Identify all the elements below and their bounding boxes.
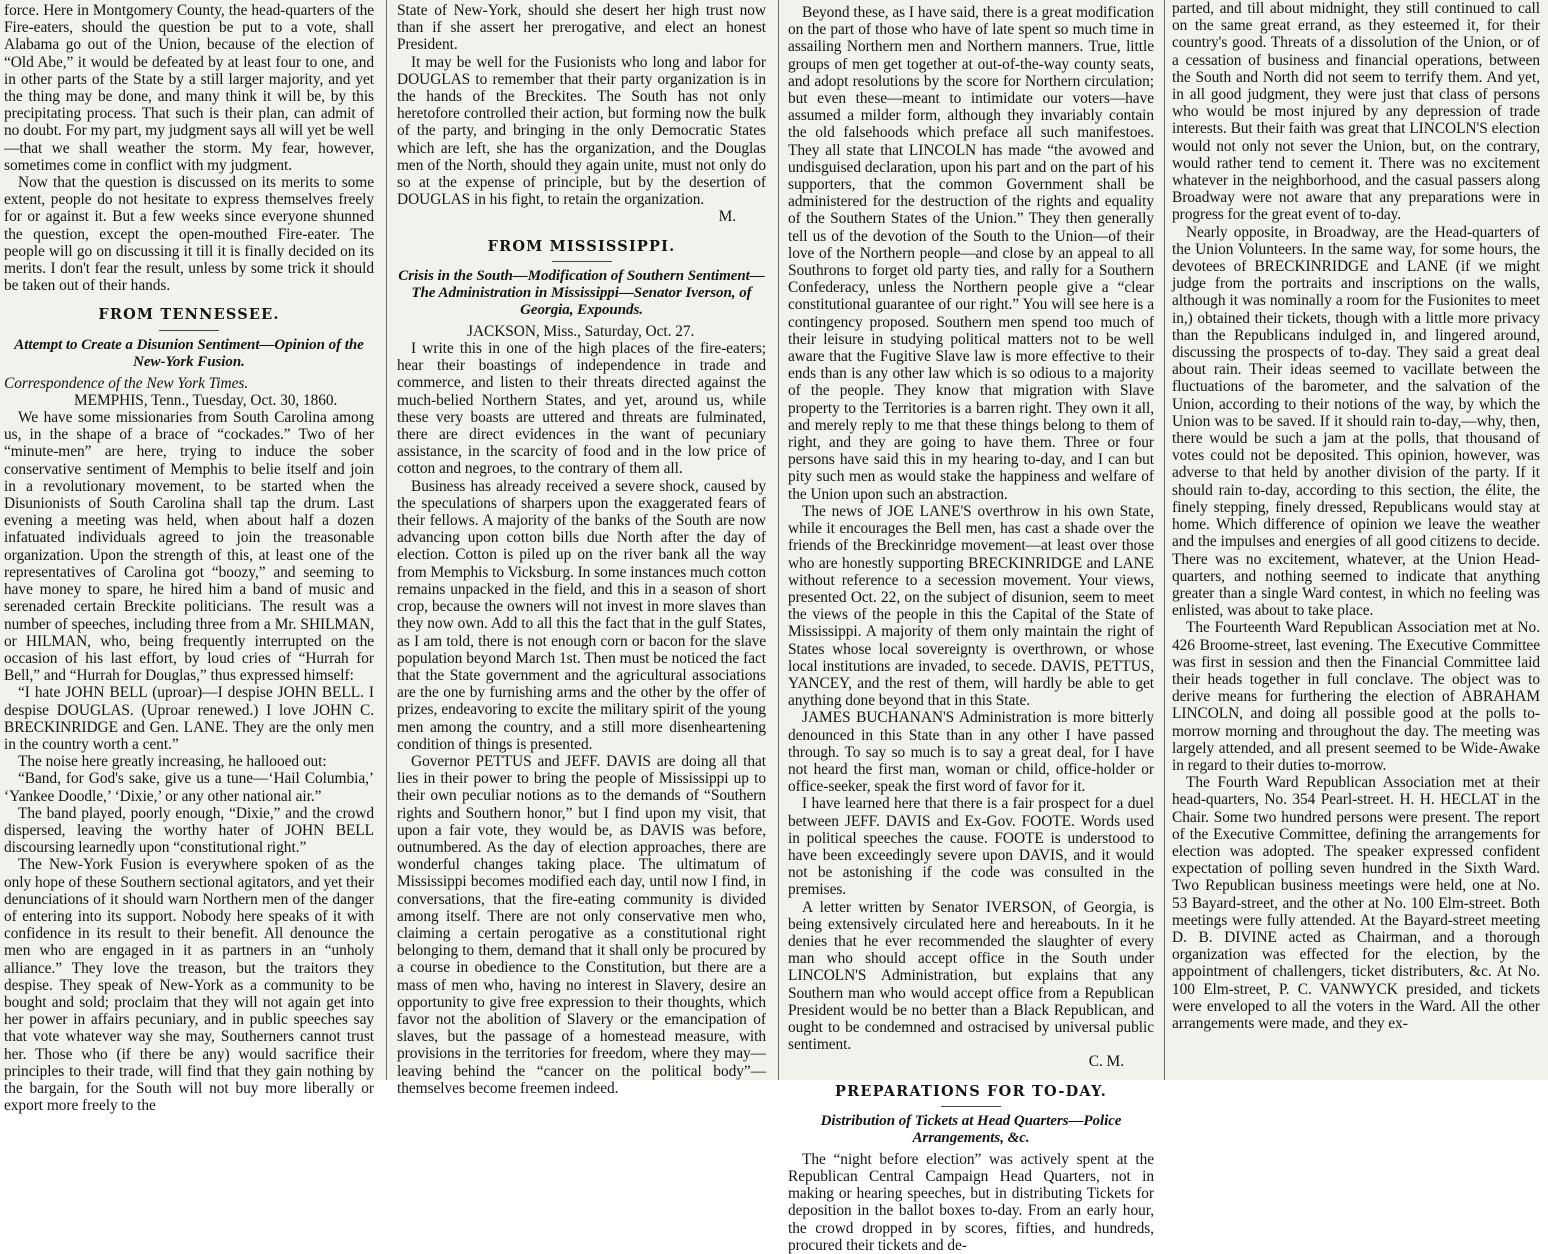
quoted-paragraph: “I hate JOHN BELL (uproar)—I despise JOHN BELL. I despise DOUGLAS. (Uproar renewed.) I love JOHN C. BRECKINRIDGE and Gen. LANE. They are the only men in the country worth a cent.”: [4, 684, 374, 753]
column-rule: [778, 0, 779, 1080]
column-1: [0, 0, 382, 1115]
section-heading: FROM TENNESSEE.: [4, 306, 374, 330]
article-paragraph: The “night before election” was actively spent at the Republican Central Campaign Head Quarters, not in making or hearing speeches, but in distributing Tickets for deposition in the ballot boxes to-day. From an early hour, the crowd dropped in by scores, fifties, and hundreds, procured their tickets and de-: [788, 1150, 1154, 1254]
column-rule: [1164, 0, 1165, 1080]
article-paragraph: The Fourteenth Ward Republican Association met at No. 426 Broome-street, last evening. The Executive Committee was first in session and then the Financial Committee laid their heads together in full conclave. The object was to derive means for furthering the election of ABRAHAM LINCOLN, and doing all possible good at the polls to-morrow morning and throughout the day. The meeting was largely attended, and all present seemed to be Wide-Awake in regard to their duties to-morrow.: [1172, 619, 1540, 774]
article-paragraph: I have learned here that there is a fair prospect for a duel between JEFF. DAVIS and Ex-Gov. FOOTE. Words used in political speeches the cause. FOOTE is understood to have been exceedingly severe upon DAVIS, and it would not be astonishing if the code was consulted in the premises.: [788, 795, 1154, 899]
dateline: MEMPHIS, Tenn., Tuesday, Oct. 30, 1860.: [74, 391, 338, 409]
section-heading: FROM MISSISSIPPI.: [397, 238, 766, 262]
article-paragraph: Now that the question is discussed on its merits to some extent, people do not hesitate to express themselves freely for or against it. But a few weeks since everyone shunned the question, except the open-mouthed Fire-eater. The people will go on discussing it till it is finally decided on its merits. I don't fear the result, unless by some trick it should be taken out of their hands.: [4, 174, 374, 295]
article-paragraph: The noise here greatly increasing, he hallooed out:: [18, 753, 327, 771]
article-paragraph: Governor PETTUS and JEFF. DAVIS are doing all that lies in their power to bring the people of Mississippi up to their own peculiar notions as to the demands of “Southern rights and Southern honor,” but I find upon my visit, that upon a fair vote, they would be, as DAVIS was before, outnumbered. As the day of election approaches, there are wonderful changes taking place. The ultimatum of Mississippi becomes modified each day, until now I find, in conversations, that the fire-eating community is divided among itself. There are not only conservative men who, claiming a certain perogative as a constitutional right belonging to them, demand that it shall only be procured by a course in obedience to the Constitution, but there are a mass of men who, having no interest in Slavery, desire an opportunity to give free expression to their thoughts, which favor not the abolition of Slavery or the emancipation of slaves, but the passage of a homestead measure, with provisions in the territories for freedom, where they may—leaving behind the “cancer on the political body”—themselves become freemen indeed.: [397, 752, 766, 1097]
column-rule: [386, 0, 387, 1080]
article-paragraph: Business has already received a severe shock, caused by the speculations of sharpers upon the exaggerated fears of their fellows. A majority of the banks of the South are now advancing upon cotton bills due North after the day of election. Cotton is piled up on the river bank all the way from Memphis to Vicksburg. In some instances much cotton remains unpacked in the field, and this in a season of short crop, because the owners will not invest in more slaves than they now own. Add to all this the fact that in the gulf States, as I am told, there is not enough corn or bacon for the slave population beyond March 1st. Then must be noticed the fact that the State government and the agricultural associations are the one by furnishing arms and the other by the offer of prizes, endeavoring to excite the military spirit of the young men among the country, and a still more disenheartening condition of things is presented.: [397, 477, 766, 753]
column-3: [780, 0, 1162, 1254]
quoted-paragraph: “Band, for God's sake, give us a tune—‘Hail Columbia,’ ‘Yankee Doodle,’ ‘Dixie,’ or any other national air.”: [4, 770, 374, 805]
article-paragraph: JAMES BUCHANAN'S Administration is more bitterly denounced in this State than in any other I have passed through. To say so much is to say a great deal, for I have not heard the first man, woman or child, office-holder or office-seeker, speak the first word of favor for it.: [788, 709, 1154, 796]
article-paragraph: A letter written by Senator IVERSON, of Georgia, is being extensively circulated here and hereabouts. In it he denies that he ever recommended the slaughter of every man who should accept office in the South under LINCOLN'S Administration, but explains that any Southern man who would accept office from a Republican President would be no better than a Black Republican, and ought to be condemned and ostracised by universal public sentiment.: [788, 898, 1154, 1054]
article-paragraph: State of New-York, should she desert her high trust now than if she assert her prerogative, and elect an honest President.: [397, 2, 766, 54]
column-2: [391, 0, 776, 1097]
dateline: JACKSON, Miss., Saturday, Oct. 27.: [467, 322, 695, 340]
article-paragraph: parted, and till about midnight, they still continued to call on the same great errand, as they esteemed it, for their country's good. Threats of a dissolution of the Union, or of a cessation of business and financial operations, between the South and North did not seem to terrify them. And yet, in all good judgment, they were just that class of persons who would be most injured by any depression of trade interests. But their faith was great that LINCOLN'S election would not only not sever the Union, but, on the contrary, would rather tend to cement it. There was no excitement whatever in the neighborhood, and the casual passers along Broadway were not aware that any preparations were in progress for the great event of to-day.: [1172, 0, 1540, 224]
article-paragraph: We have some missionaries from South Carolina among us, in the shape of a brace of “cockades.” Two of her “minute-men” are here, trying to induce the sober conservative sentiment of Memphis to belie itself and join in a revolutionary movement, to be started when the Disunionists of South Carolina shall tap the drum. Last evening a meeting was held, when about half a dozen infatuated individuals agreed to join the treasonable organization. Upon the strength of this, at least one of the representatives of Carolina got “boozy,” and seeming to have money to spare, he hired him a band of music and serenaded certain Breckite politicians. The result was a number of speeches, including three from a Mr. SHILMAN, or HILMAN, who, being frequently interrupted on the occasion of his last effort, by loud cries of “Hurrah for Bell,” and “Hurrah for Douglas,” thus expressed himself:: [4, 409, 374, 685]
column-4: [1166, 0, 1548, 1080]
article-paragraph: Nearly opposite, in Broadway, are the Head-quarters of the Union Volunteers. In the same way, for some hours, the devotees of BRECKINRIDGE and LANE (if we might judge from the portraits and inscriptions on the walls, although it was nominally a room for the Fusionites to meet in,) obtained their tickets, though with a little more privacy than the Republicans indulged in, and lingered around, discussing the prospects of to-day. They said a great deal about rain. Their ideas seemed to vacillate between the fluctuations of the barometer, and the salvation of the Union, according to their notions of the way, by which the Union was to be saved. If it should rain to-day,—why, then, there would be such a jam at the polls, that thousand of votes could not be deposited. This opinion, however, was adverse to that held by another division of the party. If it should rain to-day, according to this section, the élite, the finely stepping, finely dressed, Republicans would stay at home. Which difference of opinion we leave the weather and the impulses and energies of all good citizens to decide. There was no excitement, whatever, at the Union Head-quarters, and nothing seemed to indicate that anything greater than a single Ward contest, in which no feeling was enlisted, was about to take place.: [1172, 223, 1540, 620]
article-subheading: Distribution of Tickets at Head Quarters—Police Arrangements, &c.: [820, 1112, 1122, 1146]
article-paragraph: The news of JOE LANE'S overthrow in his own State, while it encourages the Bell men, has cast a shade over the friends of the Breckinridge movement—at least over those who are honestly supporting BRECKINRIDGE and LANE without reference to a secession movement. Your views, presented Oct. 22, on the subject of disunion, seem to meet the views of the people in this the Capital of the State of Mississippi. A majority of them only maintain the right of States whose local sovereignty is overthrown, or whose local institutions are invaded, to secede. DAVIS, PETTUS, YANCEY, and the rest of them, will hardly be able to get anything done beyond that in this State.: [788, 502, 1154, 710]
article-paragraph: force. Here in Montgomery County, the head-quarters of the Fire-eaters, should the question be put to a vote, shall Alabama go out of the Union, because of the election of “Old Abe,” it would be defeated by at least four to one, and in other parts of the State by a still larger majority, and yet the thing may be done, and many think it will be, by this precipitating process. That such is their plan, can admit of no doubt. For my part, my judgment says all will yet be well—that we shall weather the storm. My fear, however, sometimes come in conflict with my judgment.: [4, 2, 374, 174]
article-paragraph: I write this in one of the high places of the fire-eaters; hear their boastings of independence in trade and commerce, and listen to their threats directed against the much-belied Northern States, and yet, around us, while these very boasts are uttered and threats are fulminated, there are direct evidences in the want of pecuniary assistance, in the scarcity of food and in the low price of cotton and negroes, to the contrary of them all.: [397, 340, 766, 478]
signature: C. M.: [1088, 1053, 1124, 1071]
article-paragraph: It may be well for the Fusionists who long and labor for DOUGLAS to remember that their party organization is in the hands of the Breckites. The South has not only heretofore controlled their action, but forming now the bulk of the party, and bringing in the only Democratic States which are left, she has the organization, and the Douglas men of the North, should they again unite, must not only do so at the expense of principle, but by the desertion of DOUGLAS in his fight, to retain the organization.: [397, 53, 766, 209]
signature: M.: [718, 208, 736, 226]
article-paragraph: The New-York Fusion is everywhere spoken of as the only hope of these Southern sectional agitators, and yet their denunciations of it should warn Northern men of the danger of entering into its support. Nobody here speaks of it with confidence in its result to their benefit. All denounce the men who are engaged in it as partners in an “unholy alliance.” They love the treason, but the traitors they despise. They speak of New-York as a community to be bought and sold; proclaim that they will not again get into her power in affairs pecuniary, and in public speeches say that vote whatever way she may, Southerners cannot trust her. Those who (if there be any) would sacrifice their principles to their trade, will find that they gain nothing by the bargain, for the South will not buy more liberally or export more freely to the: [4, 856, 374, 1115]
article-paragraph: The Fourth Ward Republican Association met at their head-quarters, No. 354 Pearl-street. H. H. HECLAT in the Chair. Some two hundred persons were present. The report of the Executive Committee, defining the arrangements for election was adopted. The speaker expressed confident expectation of polling seven hundred in the Sixth Ward. Two Republican business meetings were held, one at No. 53 Bayard-street, and the other at No. 100 Elm-street. Both meetings were fully attended. At the Bayard-street meeting D. B. DIVINE acted as Chairman, and a thorough organization was effected for the election, by the appointment of challengers, ticket distributers, &c. At No. 100 Elm-street, P. C. VANWYCK presided, and tickets were enveloped to all the voters in the Ward. All the other arrangements were made, and they ex-: [1172, 774, 1540, 1032]
article-subheading: Crisis in the South—Modification of Southern Sentiment—The Administration in Mississippi—Senator Iverson, of Georgia, Expounds.: [398, 267, 765, 318]
article-paragraph: The band played, poorly enough, “Dixie,” and the crowd dispersed, leaving the worthy hater of JOHN BELL discoursing learnedly upon “constitutional right.”: [4, 804, 374, 857]
correspondence-line: Correspondence of the New York Times.: [4, 374, 249, 392]
article-subheading: Attempt to Create a Disunion Sentiment—Opinion of the New-York Fusion.: [14, 336, 364, 370]
section-heading: PREPARATIONS FOR TO-DAY.: [788, 1083, 1154, 1107]
article-paragraph: Beyond these, as I have said, there is a great modification on the part of those who have of late spent so much time in assailing Northern men and Northern manners. True, little groups of men get together at out-of-the-way county seats, and adopt resolutions by the score for Northern circulation; but even these—meant to intimidate our voters—have assumed a milder form, although they invariably contain the old falsehoods which preface all such manifestoes. They all state that LINCOLN has made “the avowed and undisguised declaration, upon his part and on the part of his supporters, that the common Government shall be administered for the destruction of the rights and equality of the Southern States of the Union.” They then generally tell us of the devotion of the South to the Union—of their love of the Northern people—and close by an appeal to all Southrons to forget old party ties, and rally for a Southern Confederacy, unless the Northern people give a “clear constitutional guarantee of our right.” You will see here is a contingency proposed. Southern men spend too much of their leisure in studying political matters not to be well aware that the Fugitive Slave law is more effective to their ends than is any other law which is so odious to a majority of the people. They know that migration with Slave property to the Territories is a barren right. They own it all, and merely reply to me that these things belong to them of right, and they are going to have them. Three or four persons have said this in my hearing to-day, and I can but pity such men as would stake the happiness and welfare of the Union upon such an abstraction.: [788, 4, 1154, 503]
